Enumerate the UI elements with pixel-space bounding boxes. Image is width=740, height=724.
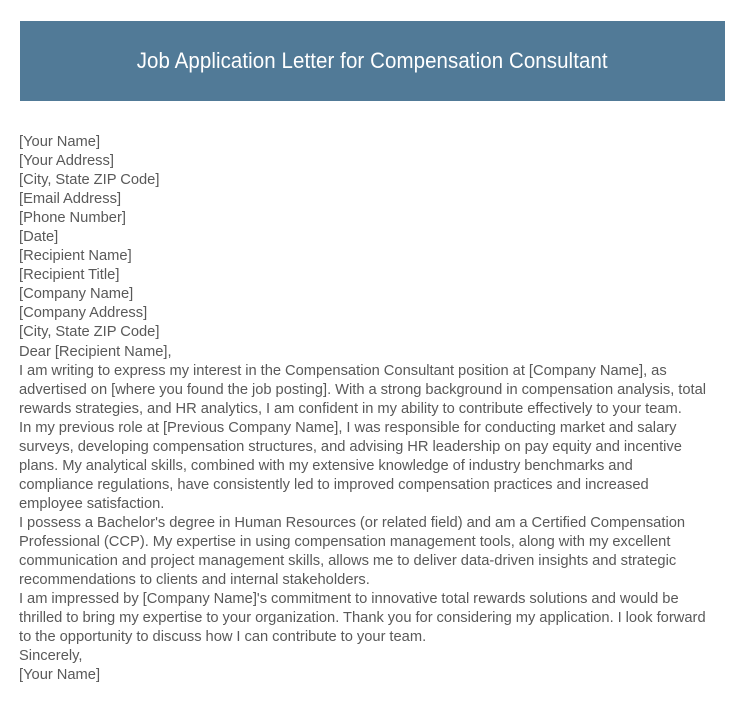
recipient-address-line: [Company Address] (19, 305, 148, 322)
sender-address-line: [Your Address] (19, 153, 114, 170)
recipient-name-line: [Recipient Name] (19, 248, 132, 265)
date-line: [Date] (19, 229, 59, 246)
sender-email-line: [Email Address] (19, 191, 122, 208)
body-paragraph-3: I possess a Bachelor's degree in Human Resources (or related field) and am a Certified Compensation Professional (CCP). My expertise in using compensation management tools, along with my excellent communication and project management skills, allows me to deliver data-driven insights and strategic recommendations to clients and internal stakeholders. (19, 514, 686, 589)
salutation-line: Dear [Recipient Name], (19, 343, 172, 360)
sender-city-line: [City, State ZIP Code] (19, 172, 160, 189)
sender-phone-line: [Phone Number] (19, 210, 126, 227)
recipient-company-line: [Company Name] (19, 286, 134, 303)
body-paragraph-1: I am writing to express my interest in the Compensation Consultant position at [Company Name], as advertised on [where you found the job posting]. With a strong background in compensation analysis, total rewards strategies, and HR analytics, I am confident in my ability to contribute effectively to your team. (19, 362, 707, 417)
body-paragraph-2: In my previous role at [Previous Company Name], I was responsible for conducting market and salary surveys, developing compensation structures, and advising HR leadership on pay equity and incentive plans. My analytical skills, combined with my extensive knowledge of industry benchmarks and compliance regulations, have consistently led to improved compensation practices and increased employee satisfaction. (19, 419, 682, 512)
page-title: Job Application Letter for Compensation Consultant (137, 48, 608, 73)
recipient-city-line: [City, State ZIP Code] (19, 324, 160, 341)
letter-header-banner (20, 21, 725, 101)
sender-name-line: [Your Name] (19, 134, 101, 150)
signature-line: [Your Name] (19, 667, 101, 684)
recipient-title-line: [Recipient Title] (19, 267, 120, 284)
sender-address-block (19, 133, 716, 228)
recipient-address-block (19, 247, 716, 342)
closing-line: Sincerely, (19, 648, 83, 665)
body-paragraph-4: I am impressed by [Company Name]'s commitment to innovative total rewards solutions and would be thrilled to bring my expertise to your organization. Thank you for considering my application. I look forward to the opportunity to discuss how I can contribute to your team. (19, 591, 706, 646)
letter-body (19, 133, 716, 685)
